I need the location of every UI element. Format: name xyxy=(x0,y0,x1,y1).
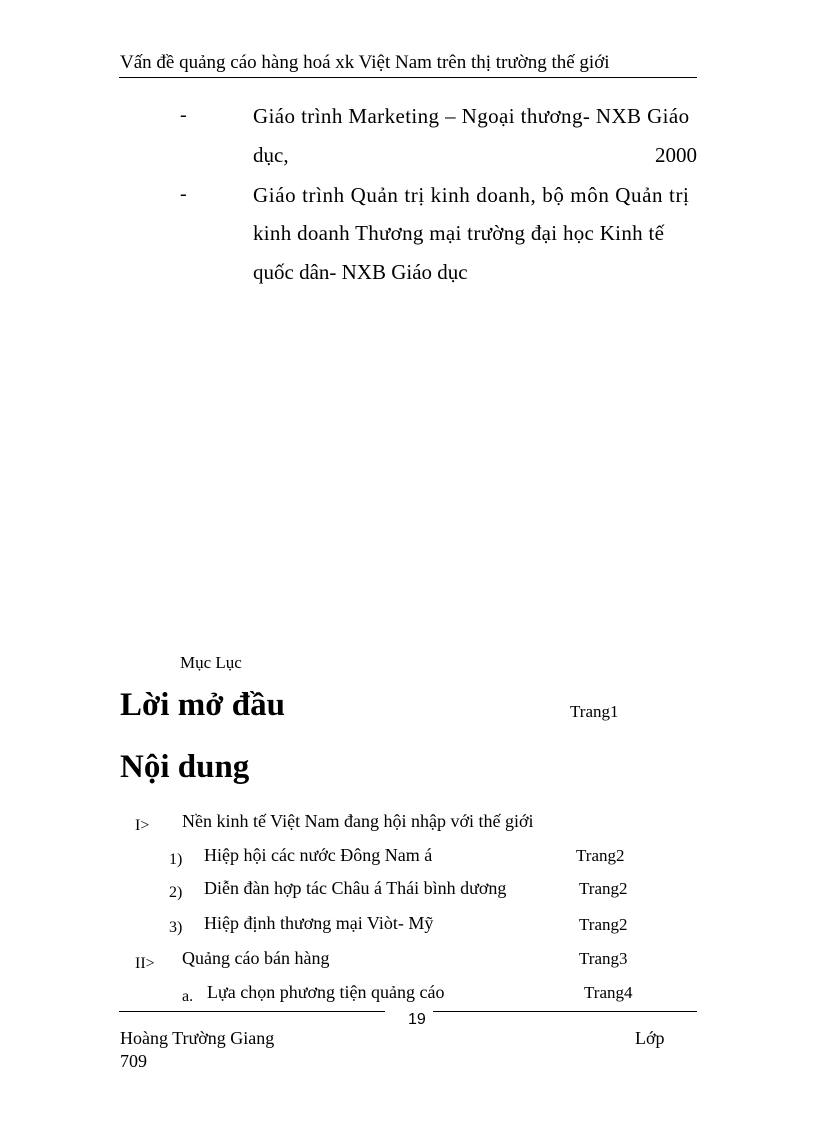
toc-item-title: Nền kinh tế Việt Nam đang hội nhập với thế giới xyxy=(182,811,534,831)
bullet-dash: - xyxy=(180,104,187,126)
bibliography-entry-1-year: 2000 xyxy=(655,143,697,167)
bibliography-entry-1-continuation: dục, xyxy=(253,143,289,167)
bullet-dash: - xyxy=(180,183,187,205)
toc-item-page: Trang3 xyxy=(579,949,628,968)
toc-item-page: Trang4 xyxy=(584,983,633,1002)
toc-item-page: Trang2 xyxy=(576,846,625,865)
footer-rule-left xyxy=(119,1011,385,1012)
toc-heading-content: Nội dung xyxy=(120,749,250,785)
bibliography-entry-2-line-2: kinh doanh Thương mại trường đại học Kinh tế xyxy=(253,221,665,245)
toc-label: Mục Lục xyxy=(180,653,242,672)
toc-item-number: 2) xyxy=(169,884,183,901)
toc-item-number: a. xyxy=(182,988,194,1005)
footer-author: Hoàng Trường Giang xyxy=(120,1028,275,1048)
header-rule xyxy=(119,77,697,78)
toc-item-title: Hiệp định thương mại Viòt- Mỹ xyxy=(204,913,434,933)
toc-item-title: Diễn đàn hợp tác Châu á Thái bình dương xyxy=(204,878,507,898)
running-header-title: Vấn đề quảng cáo hàng hoá xk Việt Nam trên thị trường thế giới xyxy=(120,52,610,73)
footer-rule-right xyxy=(433,1011,697,1012)
toc-item-number: 1) xyxy=(169,851,183,868)
bibliography-entry-1-text: Giáo trình Marketing – Ngoại thương- NXB Giáo xyxy=(253,104,690,128)
footer-class-label: Lớp xyxy=(635,1028,665,1048)
toc-item-title: Lựa chọn phương tiện quảng cáo xyxy=(207,982,445,1002)
toc-item-number: 3) xyxy=(169,919,183,936)
toc-intro-page: Trang1 xyxy=(570,702,619,721)
page-number: 19 xyxy=(408,1011,426,1028)
toc-item-page: Trang2 xyxy=(579,879,628,898)
toc-item-number: II> xyxy=(135,955,155,972)
footer-class-number: 709 xyxy=(120,1051,147,1071)
bibliography-entry-1-line-1 xyxy=(253,104,697,129)
toc-item-title: Hiệp hội các nước Đông Nam á xyxy=(204,845,433,865)
bibliography-entry-1-line-2 xyxy=(253,143,697,168)
bibliography-entry-2-line-3: quốc dân- NXB Giáo dục xyxy=(253,260,468,284)
toc-item-number: I> xyxy=(135,817,150,834)
toc-item-page: Trang2 xyxy=(579,915,628,934)
toc-item-title: Quảng cáo bán hàng xyxy=(182,948,330,968)
toc-heading-intro: Lời mở đầu xyxy=(120,687,285,723)
bibliography-entry-2-line-1: Giáo trình Quản trị kinh doanh, bộ môn Quản trị xyxy=(253,183,690,207)
